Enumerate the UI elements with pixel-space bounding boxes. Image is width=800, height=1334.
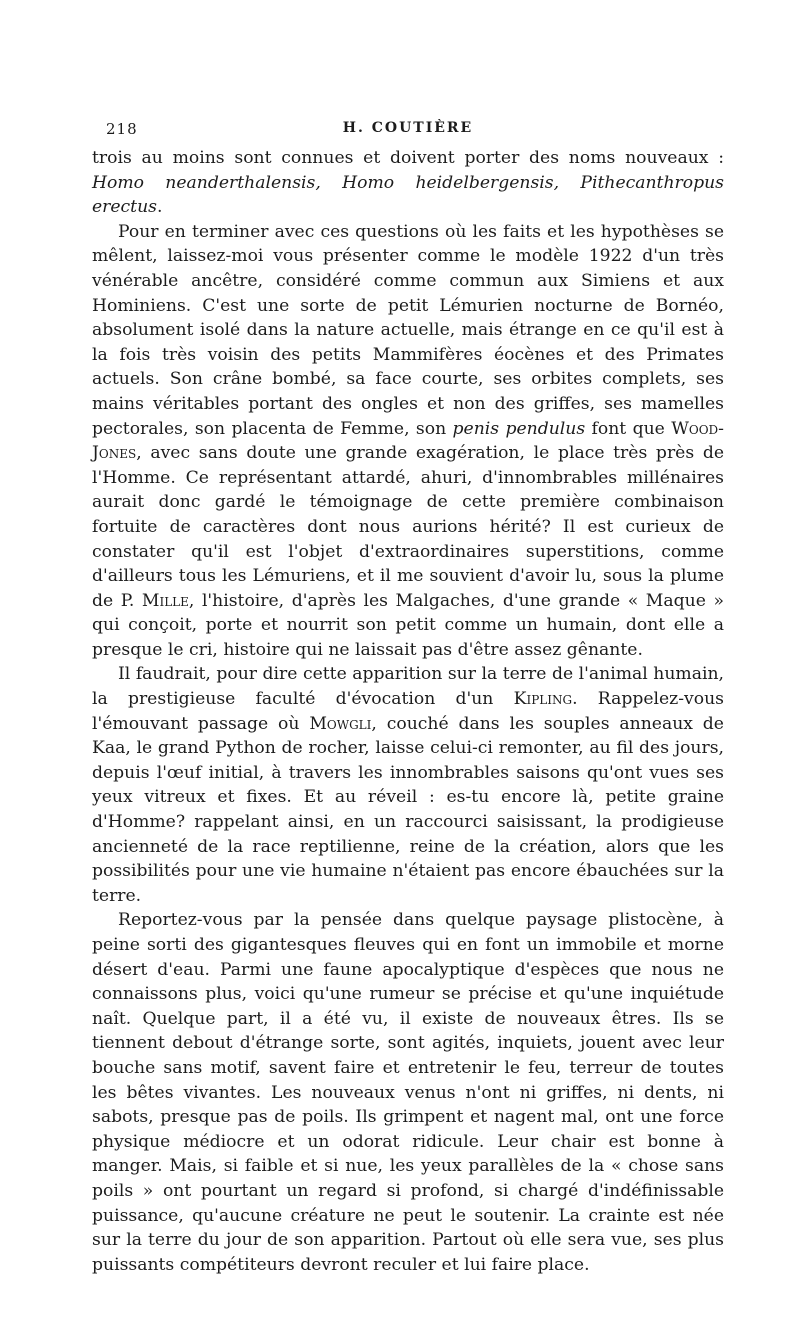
book-page: [92, 112, 724, 1277]
author-name: Mille: [141, 590, 189, 611]
author-name: Mowgli: [309, 713, 372, 734]
text-run: Reportez-vous par la pensée dans quelque paysage plistocène, à peine sorti des gigantesques fleuves qui en font un immobile et morne désert d'eau. Parmi une faune apocalyptique d'espèces que nous ne connaissons plus, voici qu'une rumeur se précise et qu'une inquiétude naît. Quelque part, il a été vu, il existe de nouveaux êtres. Ils se tiennent debout d'étrange sorte, sont agités, inquiets, jouent avec leur bouche sans motif, savent faire et entretenir le feu, terreur de toutes les bêtes vivantes. Les nouveaux venus n'ont ni griffes, ni dents, ni sabots, presque pas de poils. Ils grimpent et nagent mal, ont une force physique médiocre et un odorat ridicule. Leur chair est bonne à manger. Mais, si faible et si nue, les yeux parallèles de la « chose sans poils » ont pourtant un regard si profond, si chargé d'indéfinissable puissance, qu'aucune créature ne peut le soutenir. La crainte est née sur la terre du jour de son apparition. Partout où elle sera vue, ses plus puissants compétiteurs devront reculer et lui faire place.: [92, 910, 724, 1275]
author-name: Kipling: [513, 689, 573, 710]
page-number: 218: [106, 120, 138, 138]
body-text: [92, 146, 724, 1277]
text-run: , l'histoire, d'après les Malgaches, d'une grande « Maque » qui conçoit, porte et nourrit son petit comme un humain, dont elle a presque le cri, histoire qui ne laissait pas d'être assez gênante.: [92, 590, 724, 660]
running-head: H. COUTIÈRE: [342, 120, 474, 136]
paragraph-1: [92, 146, 724, 220]
author-name: Wood-Jones: [92, 418, 724, 464]
text-run: .: [156, 197, 163, 218]
paragraph-4: [92, 908, 724, 1277]
text-run: , couché dans les souples anneaux de Kaa, le grand Python de rocher, laisse celui-ci remonter, au fil des jours, depuis l'œuf initial, à travers les innombrables saisons qu'ont vues ses yeux vitreux et fixes. Et au réveil : es-tu encore là, petite graine d'Homme? rappelant ainsi, en un raccourci saisissant, la prodigieuse ancienneté de la race reptilienne, reine de la création, alors que les possibilités pour une vie humaine n'étaient pas encore ébauchées sur la terre.: [92, 713, 724, 906]
text-run: trois au moins sont connues et doivent porter des noms nouveaux :: [92, 148, 724, 168]
text-run: Pour en terminer avec ces questions où les faits et les hypothèses se mêlent, laissez-moi vous présenter comme le modèle 1922 d'un très vénérable ancêtre, considéré comme commun aux Simiens et aux Hominiens. C'est une sorte de petit Lémurien nocturne de Bornéo, absolument isolé dans la nature actuelle, mais étrange en ce qu'il est à la fois très voisin des petits Mammifères éocènes et des Primates actuels. Son crâne bombé, sa face courte, ses orbites complets, ses mains véritables portant des ongles et non des griffes, ses mamelles pectorales, son placenta de Femme, son: [92, 221, 724, 439]
text-run: . Rappelez-vous l'émouvant passage où: [92, 689, 724, 734]
page-header: [92, 112, 724, 146]
text-run: Il faudrait, pour dire cette apparition sur la terre de l'animal humain, la prestigieuse faculté d'évocation d'un: [92, 664, 724, 710]
italic-term: Homo neanderthalensis, Homo heidelbergensis, Pithecanthropus erectus: [92, 172, 724, 218]
italic-term: penis pendulus: [452, 418, 586, 439]
paragraph-3: [92, 662, 724, 908]
text-run: font que: [585, 418, 672, 439]
text-run: , avec sans doute une grande exagération, le place très près de l'Homme. Ce représentant attardé, ahuri, d'innombrables millénaires aurait donc gardé le témoignage de cette première combinaison fortuite de caractères dont nous aurions hérité? Il est curieux de constater qu'il est l'objet d'extraordinaires superstitions, comme d'ailleurs tous les Lémuriens, et il me souvient d'avoir lu, sous la plume de P.: [92, 443, 724, 611]
paragraph-2: [92, 220, 724, 663]
